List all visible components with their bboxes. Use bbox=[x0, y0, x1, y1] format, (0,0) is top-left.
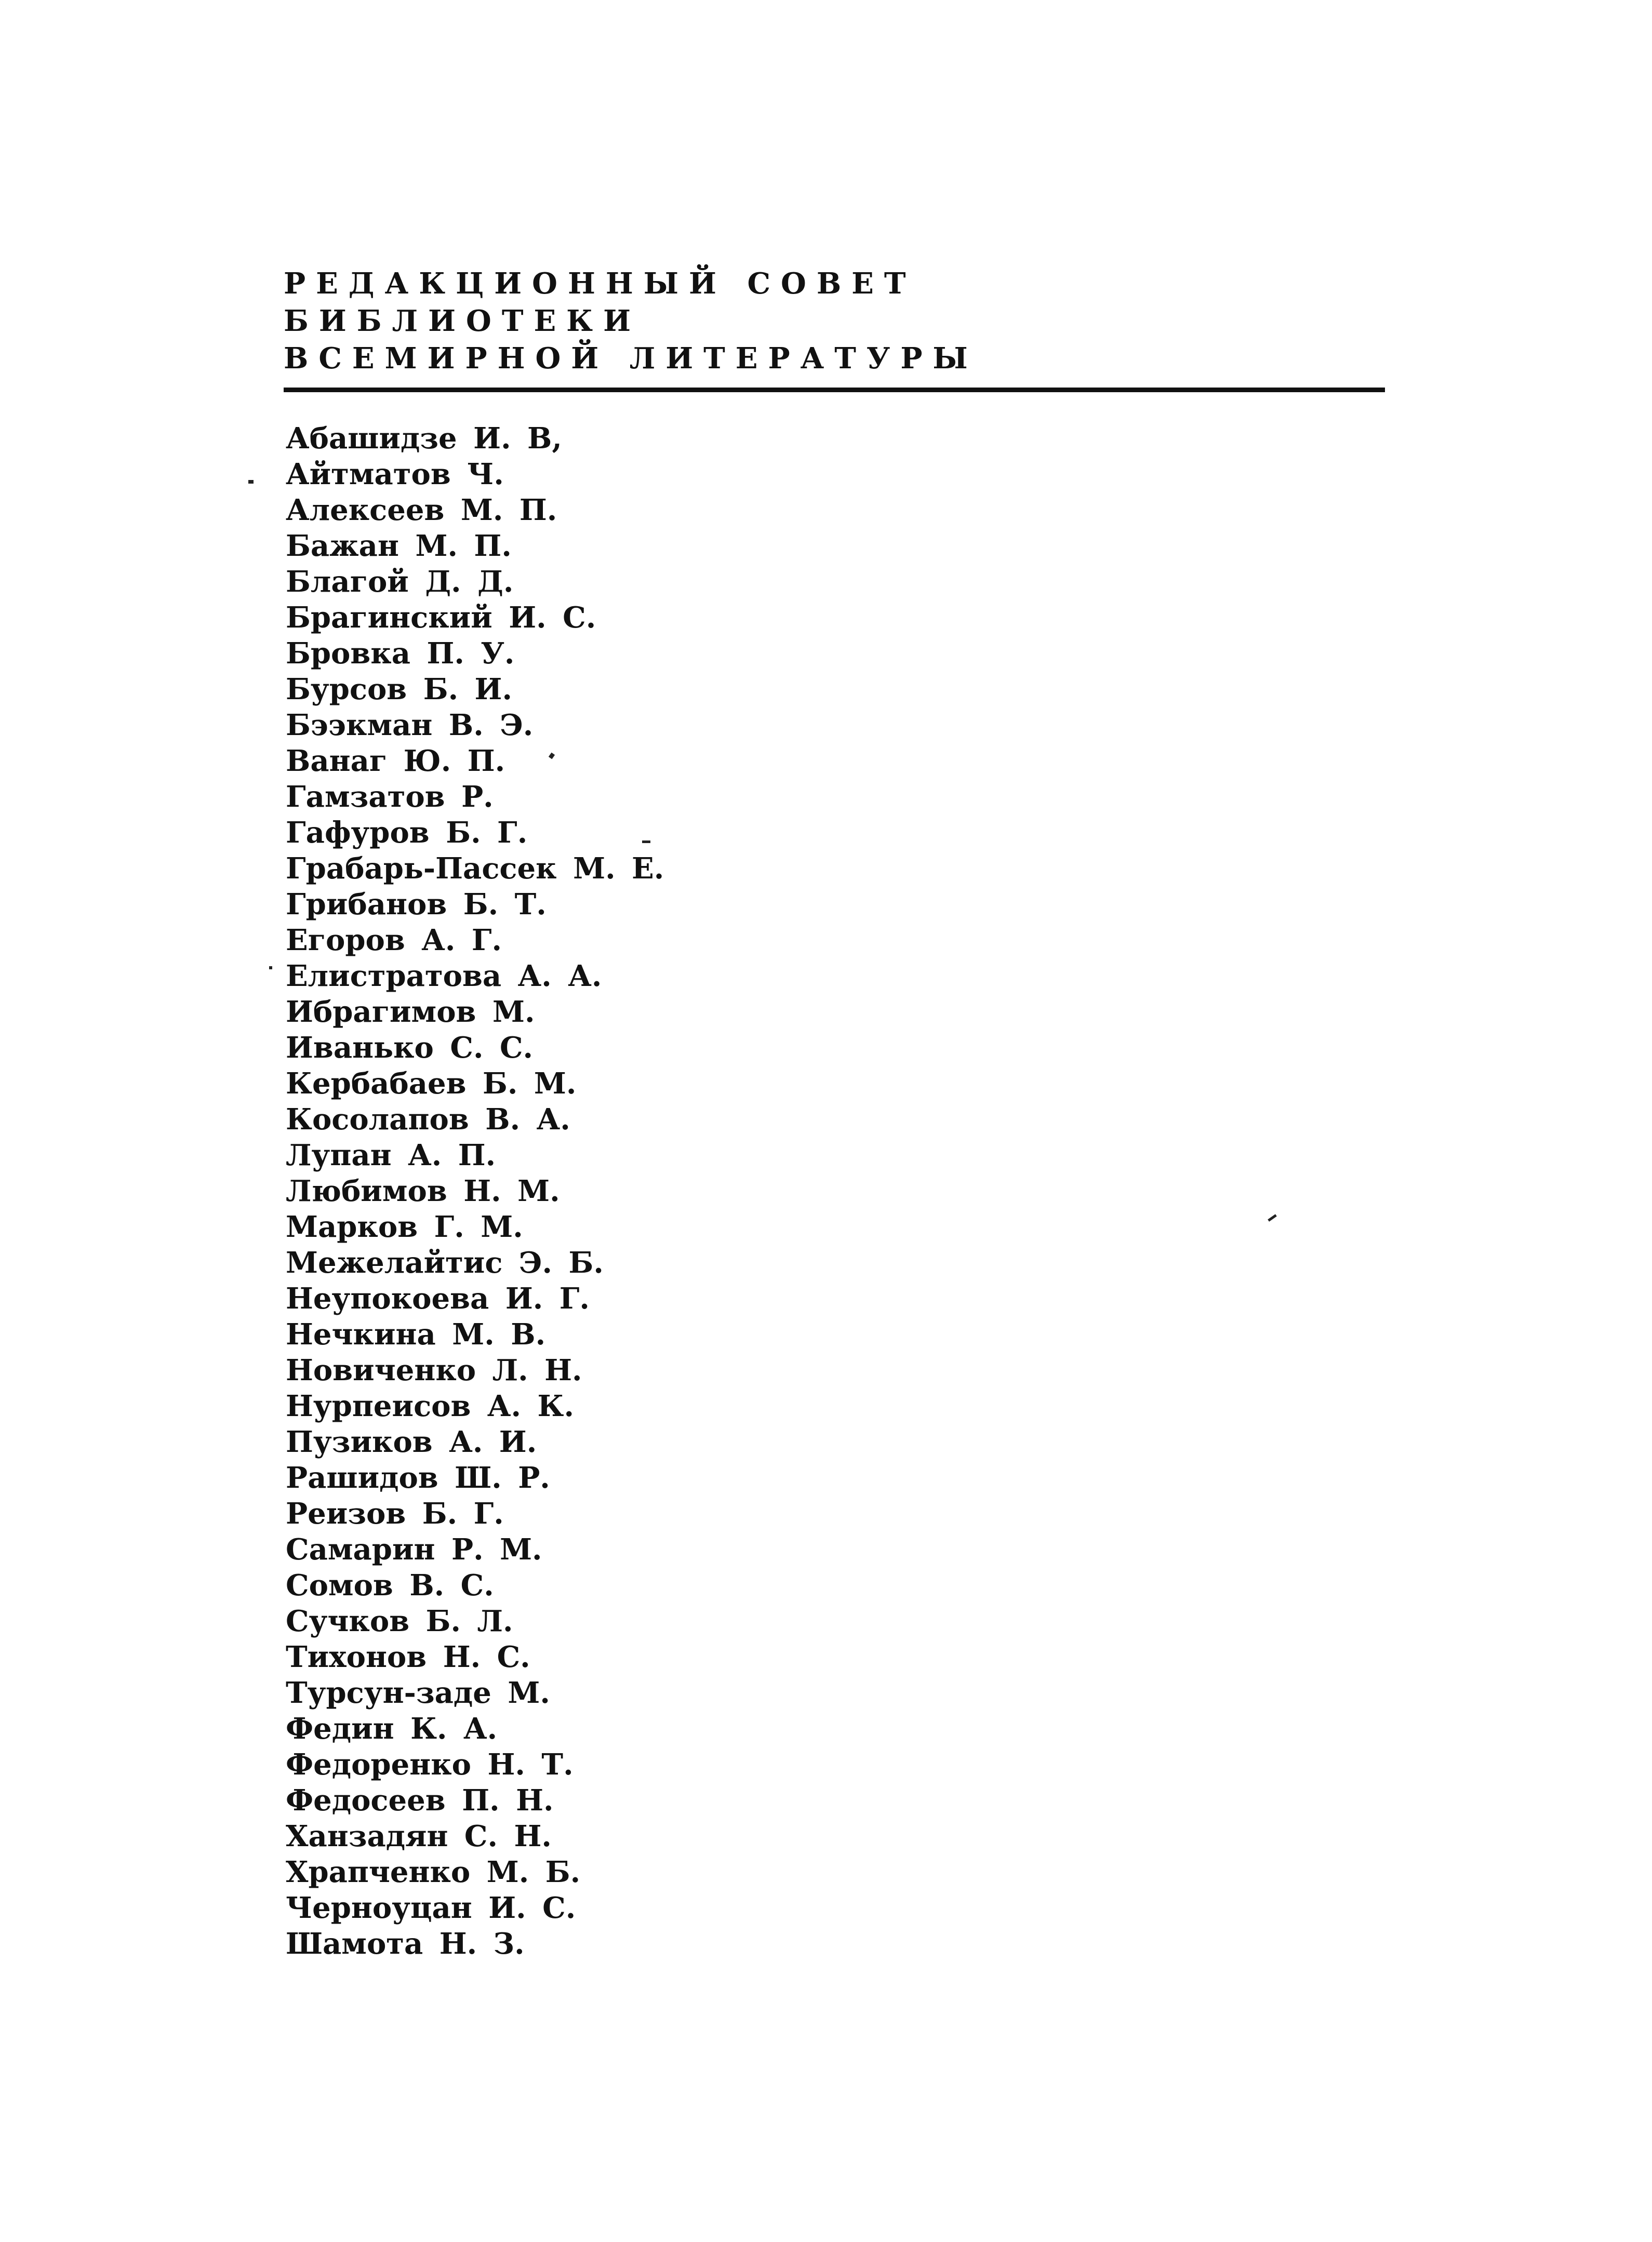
page-heading bbox=[284, 265, 978, 377]
member-name: Ванаг Ю. П. bbox=[286, 744, 505, 778]
member-name: Егоров А. Г. bbox=[286, 923, 502, 957]
heading-line: БИБЛИОТЕКИ bbox=[284, 304, 642, 338]
member-name: Кербабаев Б. М. bbox=[286, 1066, 577, 1101]
member-name: Тихонов Н. С. bbox=[286, 1640, 530, 1674]
member-name: Сомов В. С. bbox=[286, 1568, 494, 1603]
member-name: Храпченко М. Б. bbox=[286, 1855, 581, 1889]
member-name: Сучков Б. Л. bbox=[286, 1604, 513, 1638]
member-name: Грибанов Б. Т. bbox=[286, 887, 547, 922]
member-name: Федоренко Н. Т. bbox=[286, 1747, 574, 1782]
members-list bbox=[286, 421, 664, 1962]
member-name: Ибрагимов М. bbox=[286, 995, 535, 1029]
member-name: Елистратова А. А. bbox=[286, 959, 602, 993]
member-name: Рашидов Ш. Р. bbox=[286, 1461, 550, 1495]
member-name: Иванько С. С. bbox=[286, 1031, 534, 1065]
member-name: Федин К. А. bbox=[286, 1712, 498, 1746]
member-name: Лупан А. П. bbox=[286, 1138, 496, 1172]
member-name: Гафуров Б. Г. bbox=[286, 816, 528, 850]
member-name: Реизов Б. Г. bbox=[286, 1497, 504, 1531]
member-name: Грабарь-Пассек М. Е. bbox=[286, 851, 664, 886]
member-name: Пузиков А. И. bbox=[286, 1425, 537, 1459]
member-name: Благой Д. Д. bbox=[286, 565, 514, 599]
member-name: Бурсов Б. И. bbox=[286, 672, 512, 706]
member-name: Косолапов В. А. bbox=[286, 1102, 570, 1137]
heading-divider bbox=[284, 388, 1385, 392]
member-name: Черноуцан И. С. bbox=[286, 1891, 576, 1925]
scan-speck bbox=[248, 480, 254, 484]
member-name: Абашидзе И. В, bbox=[286, 421, 562, 456]
scan-speck bbox=[269, 966, 272, 969]
member-name: Ханзадян С. Н. bbox=[286, 1819, 552, 1853]
member-name: Шамота Н. З. bbox=[286, 1927, 525, 1961]
member-name: Брагинский И. С. bbox=[286, 600, 596, 635]
member-name: Бээкман В. Э. bbox=[286, 708, 534, 742]
member-name: Нурпеисов А. К. bbox=[286, 1389, 574, 1423]
member-name: Турсун-заде М. bbox=[286, 1676, 550, 1710]
member-name: Неупокоева И. Г. bbox=[286, 1282, 590, 1316]
member-name: Бажан М. П. bbox=[286, 529, 512, 563]
member-name: Федосеев П. Н. bbox=[286, 1783, 554, 1818]
scan-speck bbox=[642, 840, 650, 843]
member-name: Айтматов Ч. bbox=[286, 457, 504, 491]
heading-line: ВСЕМИРНОЙ ЛИТЕРАТУРЫ bbox=[284, 341, 978, 376]
member-name: Марков Г. М. bbox=[286, 1210, 523, 1244]
member-name: Бровка П. У. bbox=[286, 636, 515, 671]
member-name: Гамзатов Р. bbox=[286, 780, 494, 814]
member-name: Самарин Р. М. bbox=[286, 1532, 542, 1567]
member-name: Новиченко Л. Н. bbox=[286, 1353, 582, 1387]
scan-speck bbox=[1268, 1214, 1277, 1221]
member-name: Алексеев М. П. bbox=[286, 493, 557, 527]
member-name: Межелайтис Э. Б. bbox=[286, 1246, 604, 1280]
member-name: Нечкина М. В. bbox=[286, 1317, 546, 1352]
member-name: Любимов Н. М. bbox=[286, 1174, 560, 1208]
heading-line: РЕДАКЦИОННЫЙ СОВЕТ bbox=[284, 266, 916, 301]
